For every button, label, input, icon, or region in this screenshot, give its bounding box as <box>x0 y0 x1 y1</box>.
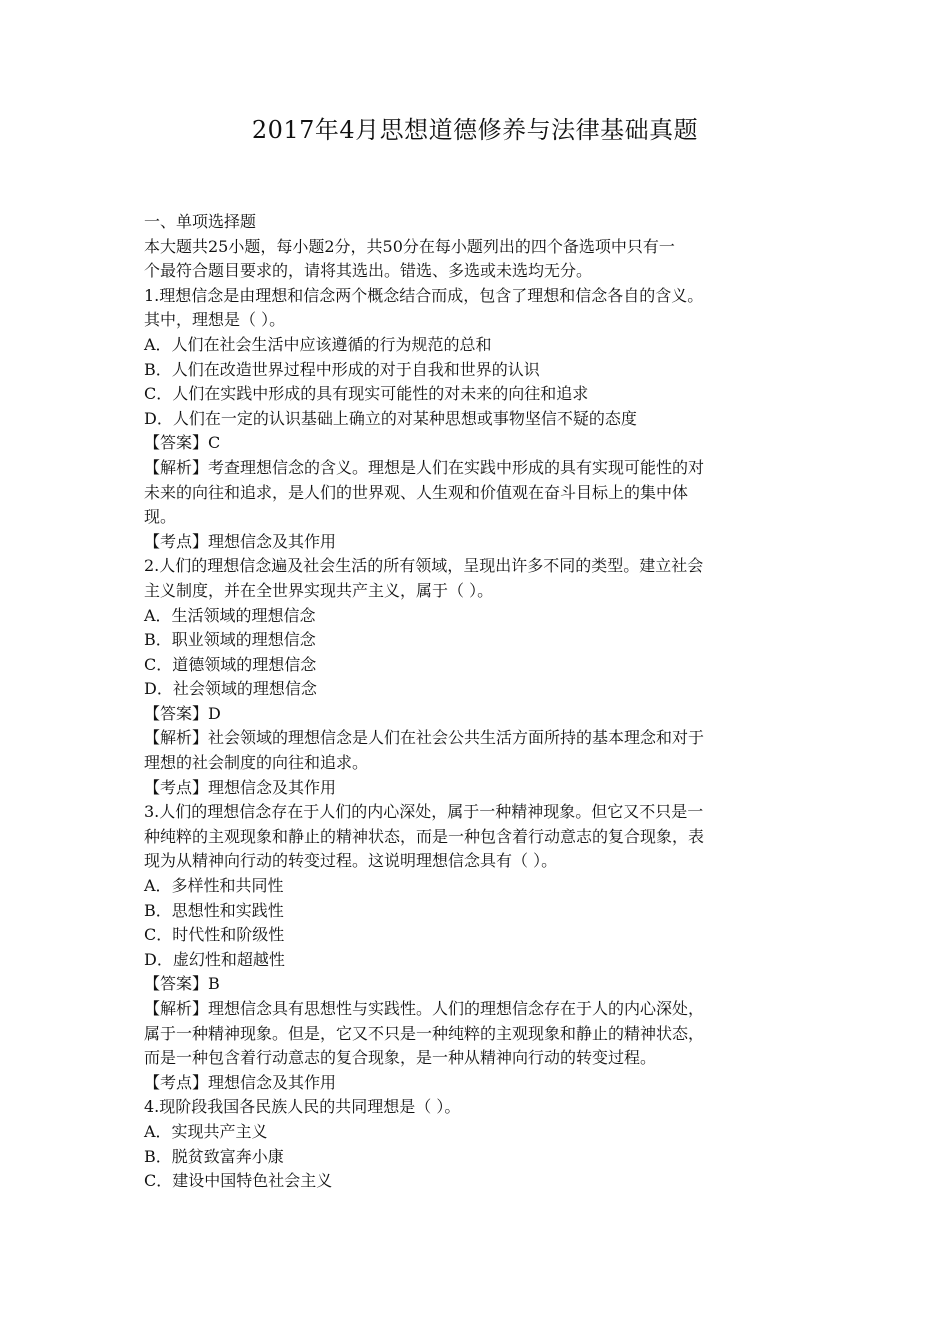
analysis-line: 【解析】考查理想信念的含义。理想是人们在实践中形成的具有实现可能性的对 <box>144 457 705 477</box>
analysis-line: 【解析】社会领域的理想信念是人们在社会公共生活方面所持的基本理念和对于 <box>144 728 705 748</box>
analysis-line: 现。 <box>144 507 177 527</box>
option-b: B．脱贫致富奔小康 <box>144 1146 284 1166</box>
question-stem: 1.理想信念是由理想和信念两个概念结合而成，包含了理想和信念各自的含义。 <box>144 285 704 305</box>
answer: 【答案】C <box>144 433 221 453</box>
section-heading: 一、单项选择题 <box>144 212 257 231</box>
question-stem: 3.人们的理想信念存在于人们的内心深处，属于一种精神现象。但它又不只是一 <box>144 802 704 822</box>
option-b: B．人们在改造世界过程中形成的对于自我和世界的认识 <box>144 359 540 379</box>
knowledge-point: 【考点】理想信念及其作用 <box>144 777 337 797</box>
question-stem: 4.现阶段我国各民族人民的共同理想是（ ）。 <box>144 1097 461 1117</box>
answer: 【答案】B <box>144 974 220 994</box>
question-stem: 主义制度，并在全世界实现共产主义，属于（ ）。 <box>144 580 494 600</box>
analysis-line: 而是一种包含着行动意志的复合现象，是一种从精神向行动的转变过程。 <box>144 1048 657 1068</box>
option-c: C．建设中国特色社会主义 <box>144 1171 333 1191</box>
question-4 <box>144 1095 814 1193</box>
answer: 【答案】D <box>144 703 221 723</box>
option-a: A．多样性和共同性 <box>144 876 284 896</box>
option-a: A．实现共产主义 <box>144 1121 268 1141</box>
question-3 <box>144 800 814 1095</box>
question-stem: 种纯粹的主观现象和静止的精神状态，而是一种包含着行动意志的复合现象，表 <box>144 826 705 846</box>
option-a: A．生活领域的理想信念 <box>144 605 316 625</box>
option-a: A．人们在社会生活中应该遵循的行为规范的总和 <box>144 334 492 354</box>
page-title: 2017年4月思想道德修养与法律基础真题 <box>251 116 699 144</box>
option-d: D．虚幻性和超越性 <box>144 949 285 969</box>
option-b: B．思想性和实践性 <box>144 900 284 920</box>
analysis-line: 属于一种精神现象。但是，它又不只是一种纯粹的主观现象和静止的精神状态， <box>144 1023 705 1043</box>
question-2 <box>144 554 814 800</box>
option-d: D．社会领域的理想信念 <box>144 679 317 699</box>
option-c: C．道德领域的理想信念 <box>144 654 317 674</box>
document-body <box>144 210 814 1194</box>
knowledge-point: 【考点】理想信念及其作用 <box>144 1072 337 1092</box>
instructions-line: 个最符合题目要求的，请将其选出。错选、多选或未选均无分。 <box>144 261 593 281</box>
question-stem: 2.人们的理想信念遍及社会生活的所有领域，呈现出许多不同的类型。建立社会 <box>144 556 704 576</box>
analysis-line: 未来的向往和追求，是人们的世界观、人生观和价值观在奋斗目标上的集中体 <box>144 482 689 502</box>
analysis-line: 理想的社会制度的向往和追求。 <box>144 753 369 773</box>
question-stem: 现为从精神向行动的转变过程。这说明理想信念具有（ ）。 <box>144 851 558 871</box>
option-b: B．职业领域的理想信念 <box>144 630 316 650</box>
knowledge-point: 【考点】理想信念及其作用 <box>144 531 337 551</box>
instructions-line: 本大题共25小题，每小题2分，共50分在每小题列出的四个备选项中只有一 <box>144 236 675 256</box>
question-1 <box>144 284 814 555</box>
option-d: D．人们在一定的认识基础上确立的对某种思想或事物坚信不疑的态度 <box>144 408 637 428</box>
option-c: C．人们在实践中形成的具有现实可能性的对未来的向往和追求 <box>144 384 589 404</box>
option-c: C．时代性和阶级性 <box>144 925 285 945</box>
analysis-line: 【解析】理想信念具有思想性与实践性。人们的理想信念存在于人的内心深处， <box>144 999 705 1018</box>
question-stem: 其中，理想是（ ）。 <box>144 310 286 330</box>
